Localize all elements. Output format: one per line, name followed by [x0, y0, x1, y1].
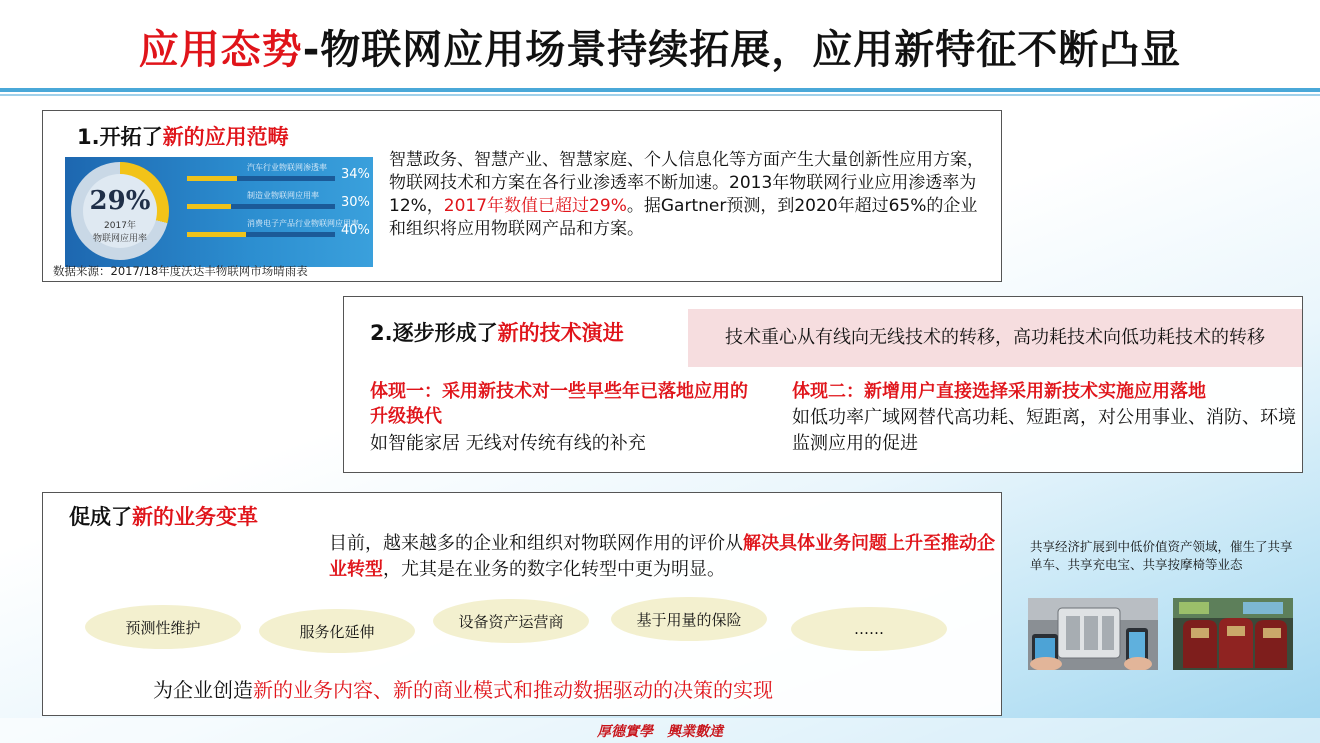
section1-text-b: 。据Gartner预测，到2020年超过65%的企业和组织将应用物联网产品和方案。 — [389, 196, 978, 239]
bar-value: 40% — [341, 223, 370, 238]
point1-title: 体现一：采用新技术对一些早些年已落地应用的升级换代 — [370, 381, 748, 427]
bar-value: 30% — [341, 195, 370, 210]
adoption-donut — [71, 162, 169, 260]
point2-title: 体现二：新增用户直接选择采用新技术实施应用落地 — [792, 381, 1206, 402]
section1-heading — [77, 121, 289, 151]
oval-more: …… — [791, 607, 947, 651]
iot-adoption-infographic — [65, 157, 373, 267]
section3-text-a: 目前，越来越多的企业和组织对物联网作用的评价从 — [329, 533, 743, 554]
bar-track — [187, 176, 335, 181]
donut-year: 2017年 — [104, 221, 136, 231]
section3-text-highlight: 解决具体业务问题上升至推动企业转型 — [329, 533, 995, 580]
title-red-part: 应用态势 — [138, 27, 303, 73]
conclusion-prefix: 为企业创造 — [153, 678, 253, 702]
sharing-economy-caption: 共享经济扩展到中低价值资产领域，催生了共享单车、共享充电宝、共享按摩椅等业态 — [1030, 539, 1293, 572]
section-new-application-scope — [42, 110, 1002, 282]
page-title — [0, 18, 1320, 75]
section2-heading-prefix: 2.逐步形成了 — [370, 321, 498, 345]
bar-fill — [187, 204, 231, 209]
donut-center — [83, 174, 157, 248]
section1-heading-highlight: 新的应用范畴 — [162, 125, 289, 149]
title-black-part: -物联网应用场景持续拓展，应用新特征不断凸显 — [302, 27, 1182, 73]
bar-row-consumer-electronics — [187, 219, 372, 241]
section1-text-highlight: 2017年数值已超过29% — [443, 196, 627, 216]
point2-body: 如低功率广域网替代高功耗、短距离，对公用事业、消防、环境监测应用的促进 — [792, 407, 1296, 454]
section3-text-b: ，尤其是在业务的数字化转型中更为明显。 — [383, 559, 725, 580]
donut-value: 29% — [89, 186, 151, 216]
bar-fill — [187, 232, 246, 237]
bar-track — [187, 204, 335, 209]
section2-heading — [370, 317, 624, 347]
bar-row-manufacturing — [187, 191, 372, 213]
section3-heading-prefix: 促成了 — [69, 505, 132, 529]
oval-asset-operator: 设备资产运营商 — [433, 599, 589, 643]
data-source-caption: 数据来源：2017/18年度沃达丰物联网市场晴雨表 — [53, 264, 308, 278]
section3-heading-highlight: 新的业务变革 — [132, 505, 258, 529]
section3-conclusion — [153, 677, 993, 703]
title-rule-thin — [0, 94, 1320, 96]
bar-value: 34% — [341, 167, 370, 182]
bar-track — [187, 232, 335, 237]
bar-label: 制造业物联网应用率 — [247, 191, 319, 200]
bar-label: 汽车行业物联网渗透率 — [247, 163, 327, 172]
oval-predictive-maintenance: 预测性维护 — [85, 605, 241, 649]
section1-paragraph — [389, 149, 993, 241]
section1-heading-prefix: 1.开拓了 — [77, 125, 163, 149]
section3-paragraph — [329, 531, 995, 583]
conclusion-highlight: 新的业务内容、新的商业模式和推动数据驱动的决策的实现 — [253, 678, 773, 702]
title-rule — [0, 88, 1320, 92]
donut-label: 物联网应用率 — [92, 234, 147, 244]
footer-motto: 厚德實學 興業數達 — [597, 724, 723, 740]
shared-power-bank-photo — [1028, 598, 1158, 670]
oval-service-extension: 服务化延伸 — [259, 609, 415, 653]
section3-heading — [69, 501, 258, 531]
tech-shift-callout: 技术重心从有线向无线技术的转移，高功耗技术向低功耗技术的转移 — [688, 309, 1302, 367]
section2-heading-highlight: 新的技术演进 — [497, 321, 624, 345]
section-new-tech-evolution — [343, 296, 1303, 473]
bar-row-auto — [187, 163, 372, 185]
section-new-business-transformation — [42, 492, 1002, 716]
section1-text-a: 智慧政务、智慧产业、智慧家庭、个人信息化等方面产生大量创新性应用方案，物联网技术和方案在各行业渗透率不断加速。2013年物联网行业应用渗透率为12%， — [389, 150, 984, 216]
shared-massage-chair-photo — [1173, 598, 1303, 670]
oval-usage-based-insurance: 基于用量的保险 — [611, 597, 767, 641]
point1-body: 如智能家居 无线对传统有线的补充 — [370, 433, 646, 454]
bar-label: 消费电子产品行业物联网应用率 — [247, 219, 359, 228]
bar-fill — [187, 176, 237, 181]
